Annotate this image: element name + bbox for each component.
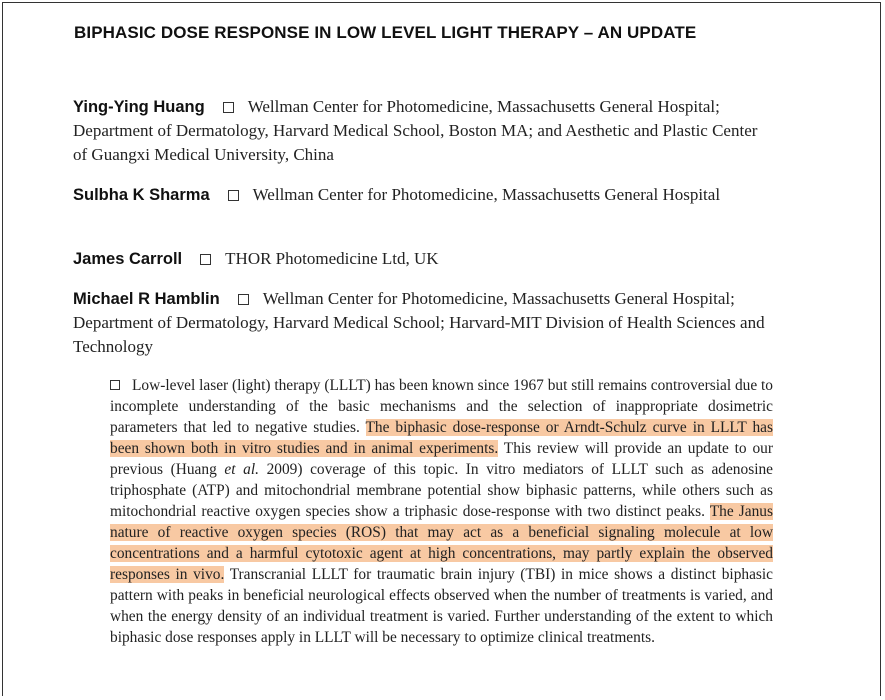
author-name: Michael R Hamblin <box>73 290 220 308</box>
abstract-italic: et al. <box>224 461 259 478</box>
highlighted-text: The biphasic dose-response or Arndt-Schulz curve in LLLT has been shown both in vitro studies and in animal experiments. <box>110 419 773 457</box>
author-block <box>73 183 773 207</box>
author-affiliation: THOR Photomedicine Ltd, UK <box>225 249 439 268</box>
separator-box-icon <box>110 380 120 390</box>
highlighted-text: The Janus nature of reactive oxygen species (ROS) that may act as a beneficial signaling molecule at low concentrations and a harmful cytotoxic agent at high concentrations, may partly explain the observed responses in vivo. <box>110 503 773 583</box>
author-affiliation: Wellman Center for Photomedicine, Massachusetts General Hospital <box>252 185 721 204</box>
author-affiliation: Wellman Center for Photomedicine, Massachusetts General Hospital; Department of Dermatology, Harvard Medical School, Boston MA; and Aesthetic and Plastic Center of Guangxi Medical University, China <box>73 97 758 164</box>
author-block <box>73 287 773 359</box>
paper-title: BIPHASIC DOSE RESPONSE IN LOW LEVEL LIGHT THERAPY – AN UPDATE <box>74 23 697 42</box>
separator-box-icon <box>223 102 234 113</box>
separator-box-icon <box>200 254 211 265</box>
paper-page <box>2 2 881 696</box>
author-name: Ying-Ying Huang <box>73 98 205 116</box>
author-block <box>73 95 773 167</box>
author-block <box>73 247 773 271</box>
abstract <box>110 375 773 648</box>
abstract-text: This review will provide an update to our previous (Huang <box>110 440 773 478</box>
abstract-text: Transcranial LLLT for traumatic brain injury (TBI) in mice shows a distinct biphasic pattern with peaks in beneficial neurological effects observed when the number of treatments is varied, and when the energy density of an individual treatment is varied. Further understanding of the extent to which biphasic dose responses apply in LLLT will be necessary to optimize clinical treatments. <box>110 566 774 646</box>
abstract-text: 2009) coverage of this topic. In vitro mediators of LLLT such as adenosine triphosphate (ATP) and mitochondrial membrane potential show biphasic patterns, while others such as mitochondrial reactive oxygen species show a triphasic dose-response with two distinct peaks. <box>110 461 773 520</box>
separator-box-icon <box>228 190 239 201</box>
author-name: Sulbha K Sharma <box>73 186 210 204</box>
author-affiliation: Wellman Center for Photomedicine, Massachusetts General Hospital; Department of Dermatology, Harvard Medical School; Harvard-MIT Division of Health Sciences and Technology <box>73 289 765 356</box>
author-name: James Carroll <box>73 250 183 268</box>
separator-box-icon <box>238 294 249 305</box>
abstract-text: Low-level laser (light) therapy (LLLT) has been known since 1967 but still remains controversial due to incomplete understanding of the basic mechanisms and the selection of inappropriate dosimetric parameters that led to negative studies. <box>110 377 773 436</box>
